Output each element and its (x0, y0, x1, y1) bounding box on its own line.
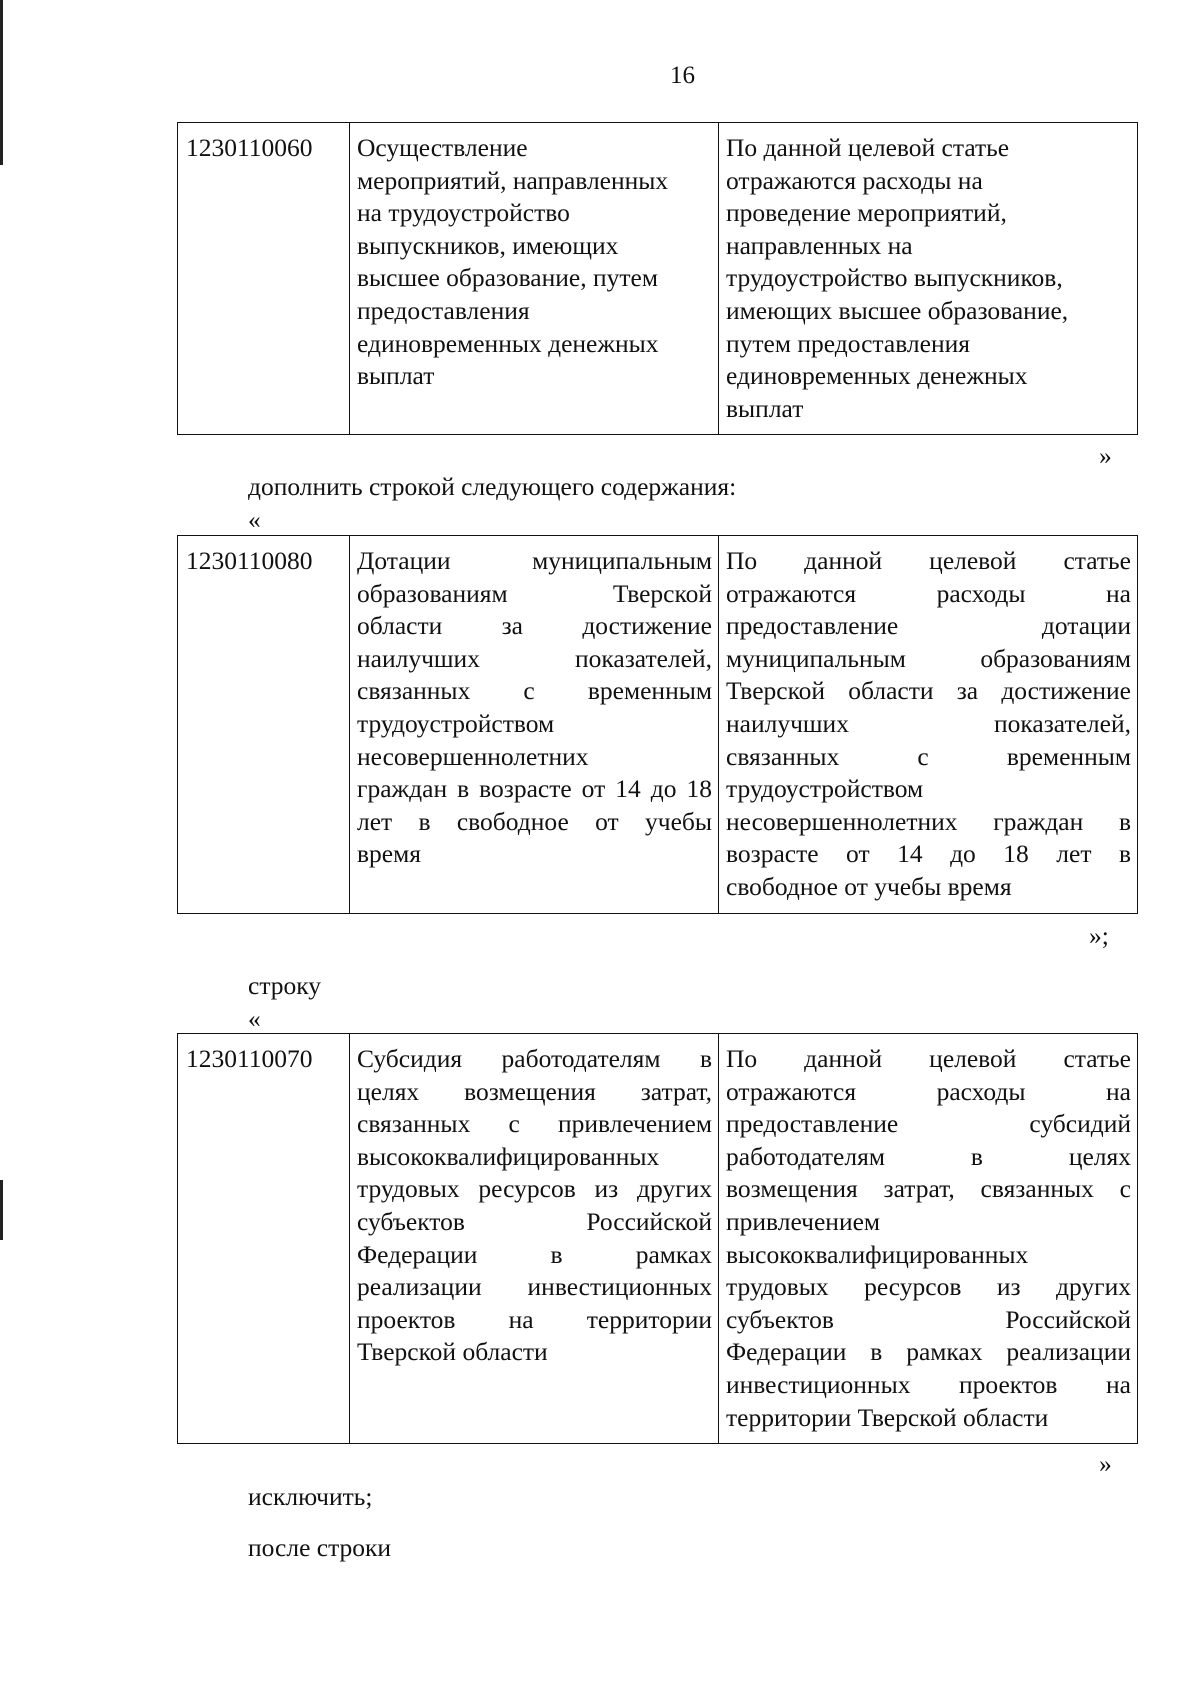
description-line: направленных на (726, 230, 913, 260)
name-line: выплат (357, 361, 435, 391)
name-line: лет в свободное от учебы (357, 806, 712, 836)
description-line: возрасте от 14 до 18 лет в (726, 839, 1131, 869)
description-line: По данной целевой статье (726, 1044, 1131, 1073)
name-line: время (357, 839, 421, 869)
description-line: Федерации в рамках реализации (726, 1337, 1131, 1367)
code-cell (178, 1034, 350, 1444)
name-cell (350, 1034, 719, 1444)
opening-quote: « (248, 505, 261, 534)
description-line: трудовых ресурсов из других (726, 1272, 1131, 1302)
description-line: По данной целевой статье (726, 133, 1010, 162)
name-line: выпускников, имеющих (357, 230, 619, 260)
description-line: предоставление субсидий (726, 1109, 1131, 1139)
name-line: мероприятий, направленных (357, 165, 669, 195)
table-row (178, 536, 1138, 914)
description-line: субъектов Российской (726, 1304, 1131, 1334)
instruction-add-row: дополнить строкой следующего содержания: (248, 472, 737, 501)
target-article-code: 1230110070 (186, 1044, 313, 1073)
name-line: на трудоустройство (357, 198, 570, 228)
description-cell (719, 1034, 1138, 1444)
closing-quote: » (1099, 441, 1112, 470)
name-line: Осуществление (357, 133, 528, 162)
name-line: Тверской области (357, 1337, 548, 1367)
description-cell (719, 123, 1138, 435)
target-article-code: 1230110080 (186, 546, 313, 575)
description-line: свободное от учебы время (726, 871, 1012, 901)
code-cell (178, 536, 350, 914)
description-line: трудоустройством (726, 774, 924, 804)
description-line: несовершеннолетних граждан в (726, 806, 1131, 836)
instruction-exclude: исключить; (248, 1482, 373, 1511)
name-line: Субсидия работодателям в (357, 1044, 712, 1073)
name-line: граждан в возрасте от 14 до 18 (357, 774, 712, 804)
instruction-row: строку (248, 971, 322, 1000)
name-line: проектов на территории (357, 1304, 712, 1334)
name-line: субъектов Российской (357, 1206, 712, 1236)
name-line: области за достижение (357, 611, 712, 641)
description-line: возмещения затрат, связанных с (726, 1174, 1131, 1204)
name-line: Федерации в рамках (357, 1239, 712, 1269)
name-line: наилучших показателей, (357, 643, 712, 673)
description-line: наилучших показателей, (726, 708, 1131, 738)
name-line: реализации инвестиционных (357, 1272, 712, 1302)
description-line: муниципальным образованиям (726, 643, 1131, 673)
description-line: отражаются расходы на (726, 578, 1131, 608)
table-row-1230110060 (177, 122, 1138, 435)
description-line: связанных с временным (726, 741, 1131, 771)
description-line: имеющих высшее образование, (726, 295, 1069, 325)
name-line: предоставления (357, 295, 530, 325)
description-line: предоставление дотации (726, 611, 1131, 641)
description-line: трудоустройство выпускников, (726, 263, 1063, 293)
name-line: высшее образование, путем (357, 263, 658, 293)
closing-quote: » (1099, 1449, 1112, 1478)
description-line: привлечением (726, 1206, 881, 1236)
table-row (178, 1034, 1138, 1444)
name-cell (350, 536, 719, 914)
description-line: отражаются расходы на (726, 1076, 1131, 1106)
opening-quote: « (248, 1004, 261, 1033)
description-line: Тверской области за достижение (726, 676, 1131, 706)
name-line: трудоустройством (357, 708, 555, 738)
table-row-1230110080 (177, 535, 1138, 914)
scan-edge-line-mid (0, 1180, 3, 1240)
instruction-after-row: после строки (248, 1533, 392, 1562)
description-cell (719, 536, 1138, 914)
description-line: отражаются расходы на (726, 165, 983, 195)
description-line: выплат (726, 393, 804, 423)
code-cell (178, 123, 350, 435)
name-line: несовершеннолетних (357, 741, 589, 771)
name-line: образованиям Тверской (357, 578, 712, 608)
table-row-1230110070 (177, 1033, 1138, 1444)
page-number: 16 (670, 62, 695, 89)
name-line: связанных с временным (357, 676, 712, 706)
description-line: территории Тверской области (726, 1402, 1049, 1432)
name-cell (350, 123, 719, 435)
name-line: целях возмещения затрат, (357, 1076, 712, 1106)
table-row (178, 123, 1138, 435)
target-article-code: 1230110060 (186, 133, 313, 162)
closing-quote: »; (1089, 921, 1109, 950)
description-line: По данной целевой статье (726, 546, 1131, 575)
name-line: связанных с привлечением (357, 1109, 712, 1139)
description-line: высококвалифицированных (726, 1239, 1029, 1269)
name-line: трудовых ресурсов из других (357, 1174, 712, 1204)
name-line: единовременных денежных (357, 328, 659, 358)
description-line: путем предоставления (726, 328, 970, 358)
description-line: инвестиционных проектов на (726, 1369, 1131, 1399)
name-line: высококвалифицированных (357, 1141, 660, 1171)
description-line: проведение мероприятий, (726, 198, 1007, 228)
description-line: работодателям в целях (726, 1141, 1131, 1171)
description-line: единовременных денежных (726, 361, 1028, 391)
name-line: Дотации муниципальным (357, 546, 712, 575)
